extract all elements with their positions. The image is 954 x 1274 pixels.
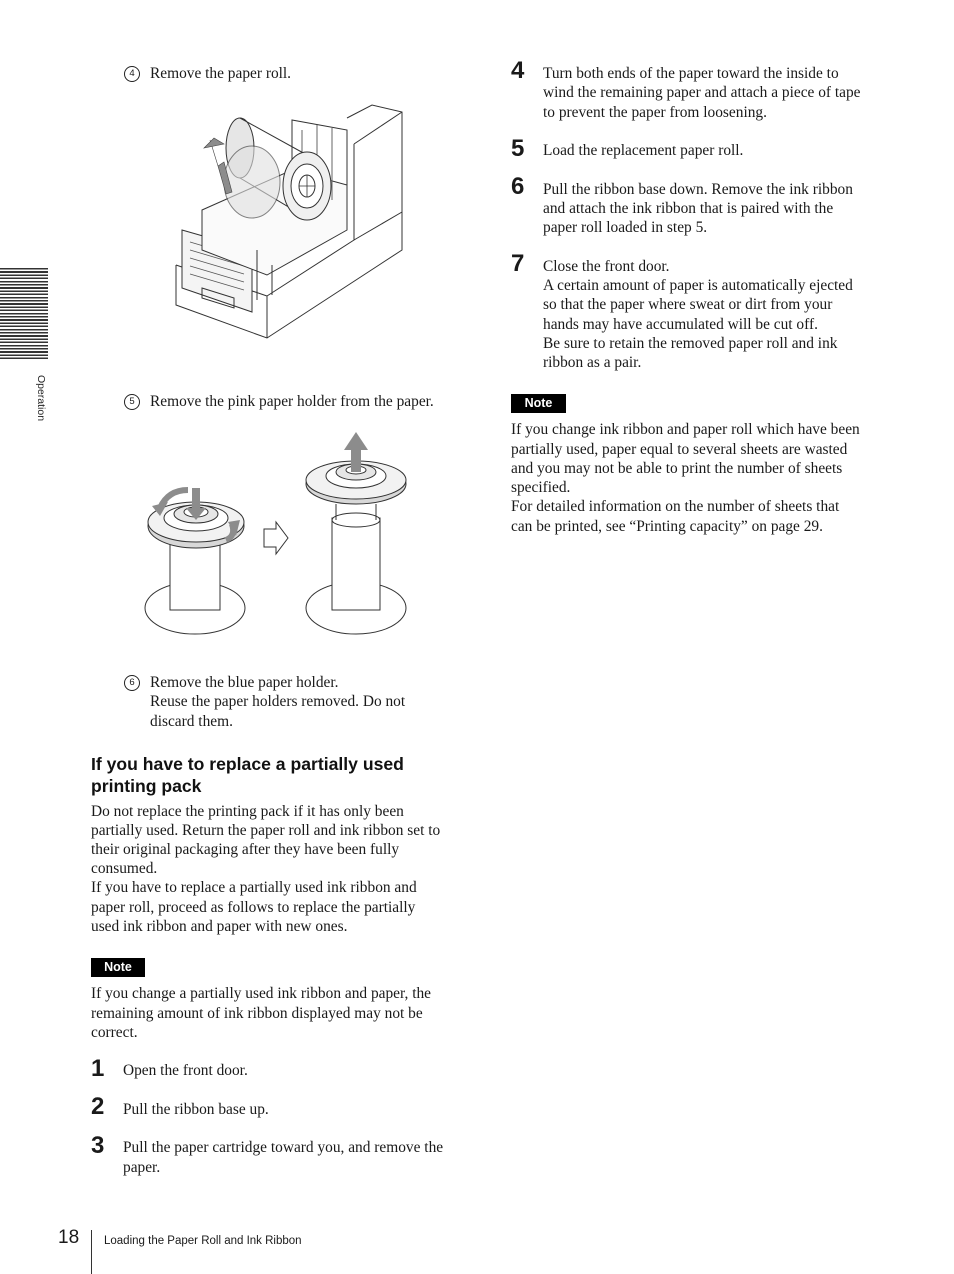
- step-number-4: 4: [511, 57, 525, 84]
- note-line: remaining amount of ink ribbon displayed may not be: [91, 1005, 423, 1022]
- substep-5-text: Remove the pink paper holder from the paper.: [150, 393, 434, 410]
- substep-marker-6: 6: [124, 675, 140, 691]
- step-7-text: hands may have accumulated will be cut off.: [543, 316, 818, 333]
- note-line: correct.: [91, 1024, 138, 1041]
- intro-line: consumed.: [91, 860, 158, 877]
- note-badge: Note: [511, 394, 566, 413]
- step-2-text: Pull the ribbon base up.: [123, 1101, 269, 1118]
- step-5-text: Load the replacement paper roll.: [543, 142, 744, 159]
- step-1-text: Open the front door.: [123, 1062, 248, 1079]
- substep-marker-4: 4: [124, 66, 140, 82]
- step-number-1: 1: [91, 1055, 105, 1082]
- section-tab-label: Operation: [35, 374, 47, 422]
- substep-6-line3: discard them.: [150, 713, 233, 730]
- step-7-text: ribbon as a pair.: [543, 354, 642, 371]
- note-line: If you change ink ribbon and paper roll which have been: [511, 421, 860, 438]
- step-6-text: paper roll loaded in step 5.: [543, 219, 708, 236]
- page-number: 18: [58, 1227, 80, 1248]
- section-heading-line1: If you have to replace a partially used: [91, 754, 404, 774]
- substep-marker-5: 5: [124, 394, 140, 410]
- intro-line: used ink ribbon and paper with new ones.: [91, 918, 348, 935]
- footer-divider: [91, 1230, 92, 1274]
- note-line: and you may not be able to print the number of sheets: [511, 460, 843, 477]
- printer-illustration: [172, 100, 404, 340]
- intro-line: Do not replace the printing pack if it has only been: [91, 803, 404, 820]
- note-line: For detailed information on the number of sheets that: [511, 498, 840, 515]
- step-number-2: 2: [91, 1093, 105, 1120]
- note-line: can be printed, see “Printing capacity” on page 29.: [511, 518, 823, 535]
- note-line: partially used, paper equal to several sheets are wasted: [511, 441, 848, 458]
- substep-4-text: Remove the paper roll.: [150, 65, 292, 82]
- note-badge: Note: [91, 958, 145, 977]
- step-6-text: and attach the ink ribbon that is paired with the: [543, 200, 834, 217]
- note-line: specified.: [511, 479, 571, 496]
- intro-line: partially used. Return the paper roll and ink ribbon set to: [91, 822, 441, 839]
- step-4-text: Turn both ends of the paper toward the inside to: [543, 65, 839, 82]
- substep-6-line2: Reuse the paper holders removed. Do not: [150, 693, 406, 710]
- substep-6-line1: Remove the blue paper holder.: [150, 674, 339, 691]
- note-line: If you change a partially used ink ribbon and paper, the: [91, 985, 431, 1002]
- step-number-3: 3: [91, 1132, 105, 1159]
- step-7-text: so that the paper where sweat or dirt from your: [543, 296, 833, 313]
- step-7-text: A certain amount of paper is automatically ejected: [543, 277, 853, 294]
- step-3-text: paper.: [123, 1159, 161, 1176]
- section-tab-stripes: [0, 268, 48, 359]
- step-7-text: Be sure to retain the removed paper roll and ink: [543, 335, 838, 352]
- step-6-text: Pull the ribbon base down. Remove the ink ribbon: [543, 181, 853, 198]
- intro-line: paper roll, proceed as follows to replace the partially: [91, 899, 416, 916]
- section-heading-line2: printing pack: [91, 776, 202, 796]
- paper-holder-illustration: [140, 428, 415, 638]
- intro-line: If you have to replace a partially used ink ribbon and: [91, 879, 417, 896]
- step-3-text: Pull the paper cartridge toward you, and remove the: [123, 1139, 444, 1156]
- step-number-5: 5: [511, 135, 525, 162]
- step-4-text: wind the remaining paper and attach a piece of tape: [543, 84, 861, 101]
- intro-line: their original packaging after they have been fully: [91, 841, 400, 858]
- footer-section-title: Loading the Paper Roll and Ink Ribbon: [104, 1235, 302, 1247]
- step-number-7: 7: [511, 250, 525, 277]
- step-4-text: to prevent the paper from loosening.: [543, 104, 767, 121]
- step-7-text: Close the front door.: [543, 258, 670, 275]
- step-number-6: 6: [511, 173, 525, 200]
